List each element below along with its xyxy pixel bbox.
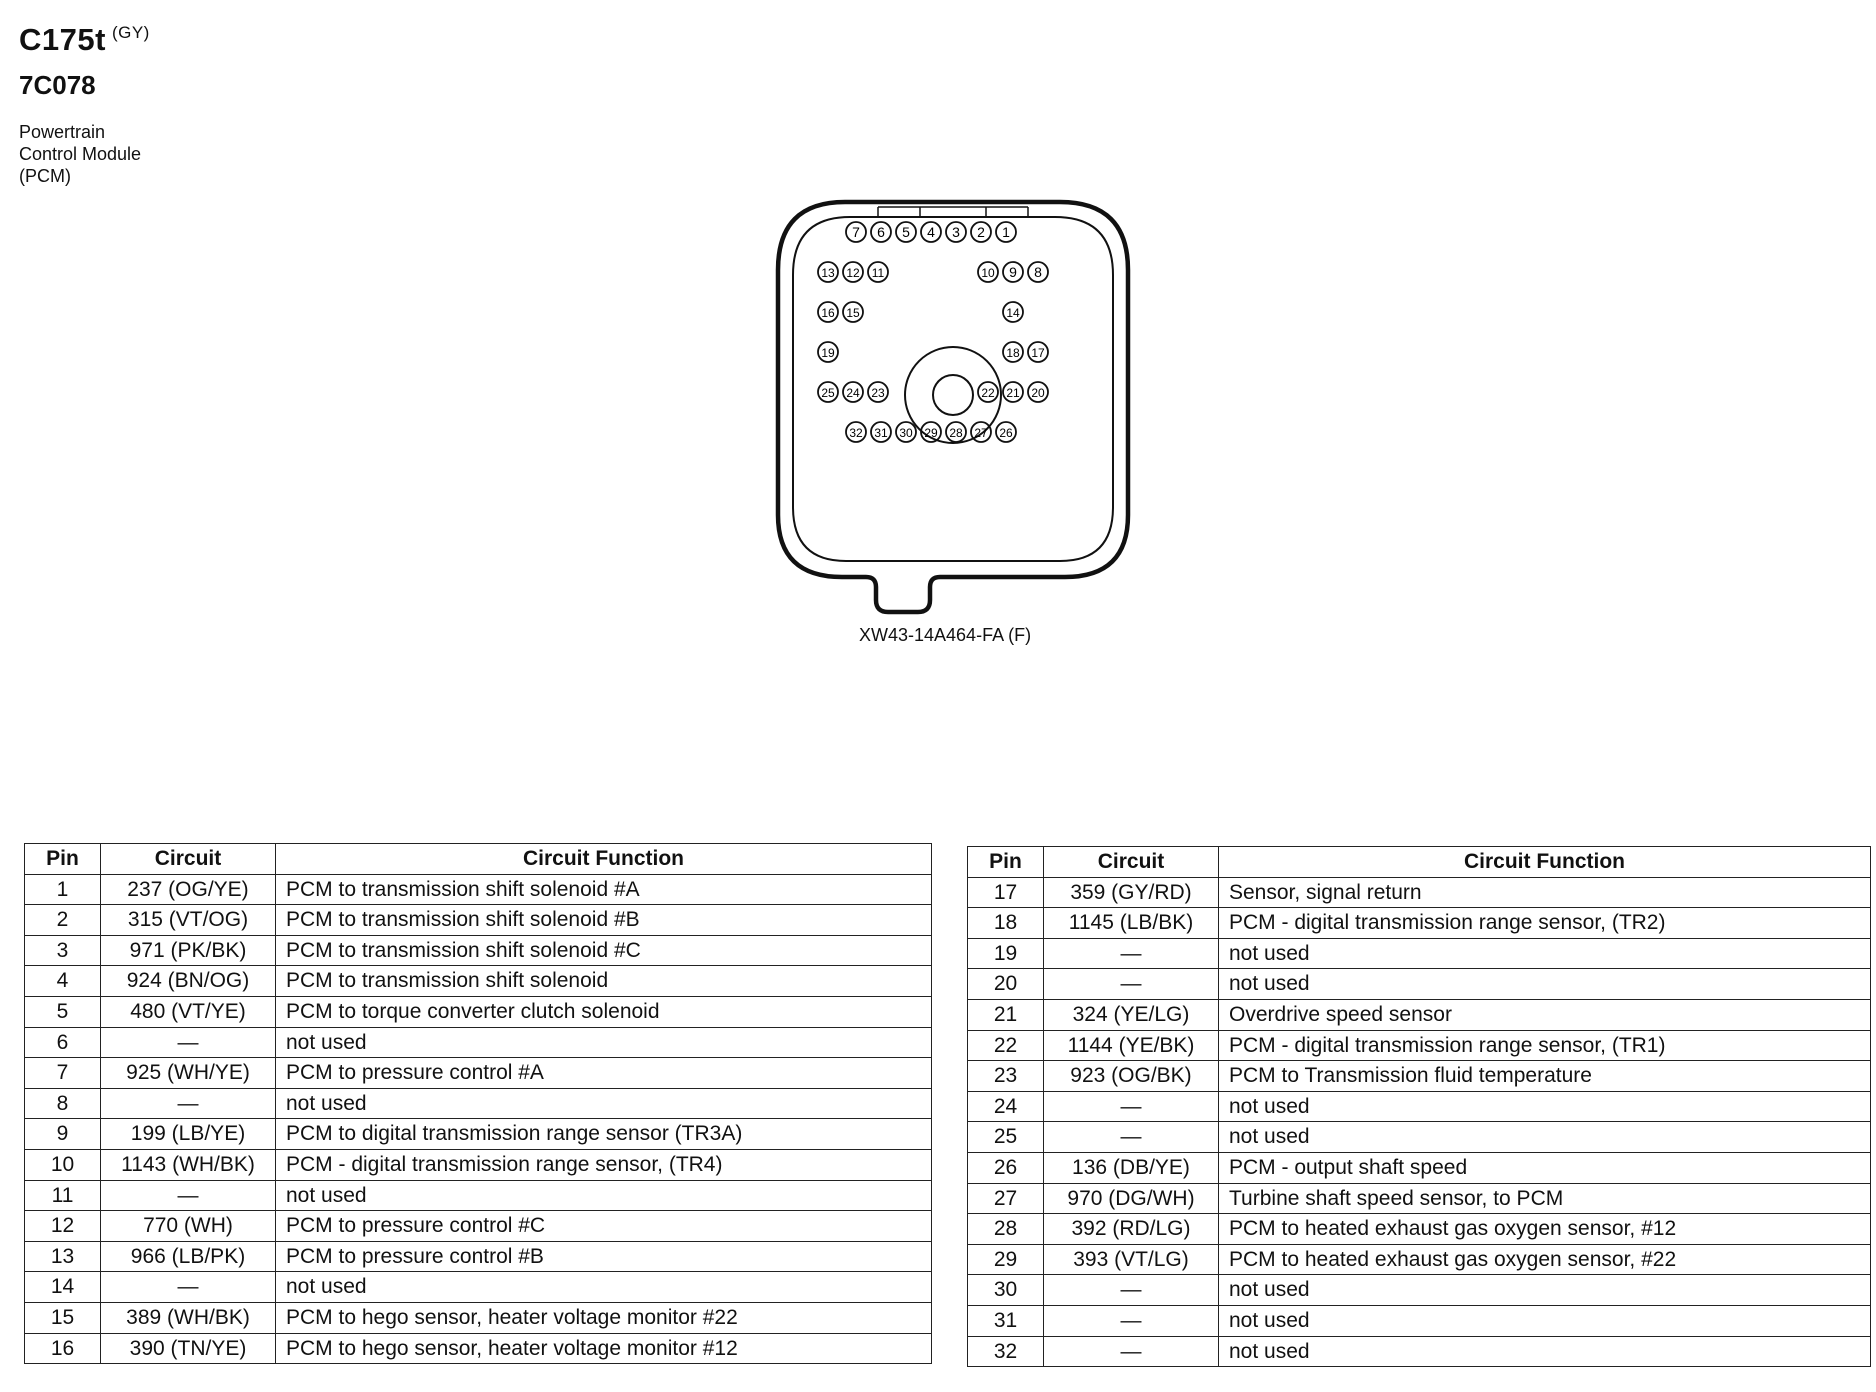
pin-number-label: 31 [874, 426, 888, 440]
pin-number-label: 25 [821, 386, 835, 400]
table-row [25, 1272, 932, 1303]
connector-code: C175t [19, 22, 106, 57]
circuit-cell: 770 (WH) [101, 1211, 276, 1242]
table-row [968, 1305, 1871, 1336]
table-row [25, 935, 932, 966]
pin-cell: 28 [968, 1214, 1044, 1245]
pin-cavity [846, 222, 866, 242]
pin-number-label: 12 [846, 266, 860, 280]
circuit-cell: — [1044, 1122, 1219, 1153]
pin-number-label: 17 [1031, 346, 1045, 360]
circuit-cell: 136 (DB/YE) [1044, 1152, 1219, 1183]
pin-cavity [978, 262, 998, 282]
circuit-cell: 971 (PK/BK) [101, 935, 276, 966]
pin-number-label: 8 [1034, 264, 1042, 280]
function-cell: not used [1219, 1275, 1871, 1306]
function-cell: PCM to torque converter clutch solenoid [276, 996, 932, 1027]
table-row [25, 1180, 932, 1211]
pin-cavity [971, 422, 991, 442]
table-header-row [968, 847, 1871, 878]
function-cell: PCM to pressure control #A [276, 1058, 932, 1089]
table-row [968, 1152, 1871, 1183]
table-row [968, 1122, 1871, 1153]
pin-cavity [1003, 382, 1023, 402]
table-row [25, 1058, 932, 1089]
function-cell: not used [1219, 1122, 1871, 1153]
pin-cavity [818, 342, 838, 362]
description-line: Powertrain [19, 122, 106, 142]
pin-number-label: 10 [981, 266, 995, 280]
table-row [25, 1302, 932, 1333]
table-row [25, 1027, 932, 1058]
circuit-cell: — [101, 1180, 276, 1211]
function-cell: not used [276, 1272, 932, 1303]
pin-cell: 13 [25, 1241, 101, 1272]
pin-cell: 7 [25, 1058, 101, 1089]
function-column-header: Circuit Function [276, 844, 932, 875]
pin-number-label: 16 [821, 306, 835, 320]
pin-cavity [1003, 342, 1023, 362]
function-column-header: Circuit Function [1219, 847, 1871, 878]
pin-number-label: 29 [924, 426, 938, 440]
table-row [968, 938, 1871, 969]
table-row [25, 1149, 932, 1180]
pin-number-label: 13 [821, 266, 835, 280]
pin-cavity [871, 222, 891, 242]
pin-column-header: Pin [968, 847, 1044, 878]
circuit-cell: 199 (LB/YE) [101, 1119, 276, 1150]
circuit-cell: — [1044, 1275, 1219, 1306]
pin-cavity [871, 422, 891, 442]
function-cell: not used [276, 1088, 932, 1119]
pin-cell: 25 [968, 1122, 1044, 1153]
pin-cavity [818, 262, 838, 282]
pin-cavity [843, 302, 863, 322]
function-cell: PCM to transmission shift solenoid #A [276, 874, 932, 905]
pin-cavity [843, 382, 863, 402]
pin-number-label: 20 [1031, 386, 1045, 400]
function-cell: not used [1219, 1305, 1871, 1336]
circuit-cell: 389 (WH/BK) [101, 1302, 276, 1333]
circuit-cell: — [1044, 1336, 1219, 1367]
function-cell: not used [276, 1027, 932, 1058]
pin-cavity [843, 262, 863, 282]
circuit-cell: 393 (VT/LG) [1044, 1244, 1219, 1275]
circuit-cell: — [1044, 938, 1219, 969]
pin-cell: 10 [25, 1149, 101, 1180]
pin-number-label: 28 [949, 426, 963, 440]
pin-cell: 21 [968, 999, 1044, 1030]
connector-color-code: (GY) [111, 23, 150, 42]
pin-cavity [1028, 382, 1048, 402]
pin-number-label: 4 [927, 224, 935, 240]
pin-cavity [846, 422, 866, 442]
table-row [968, 1275, 1871, 1306]
pin-cell: 22 [968, 1030, 1044, 1061]
pin-cell: 32 [968, 1336, 1044, 1367]
table-row [968, 1061, 1871, 1092]
table-row [968, 877, 1871, 908]
pin-cavity [896, 422, 916, 442]
circuit-cell: 324 (YE/LG) [1044, 999, 1219, 1030]
pin-cavity [1003, 302, 1023, 322]
function-cell: PCM to transmission shift solenoid #B [276, 905, 932, 936]
table-row [968, 999, 1871, 1030]
pin-number-label: 19 [821, 346, 835, 360]
circuit-cell: — [101, 1088, 276, 1119]
pin-number-label: 2 [977, 224, 985, 240]
function-cell: PCM - digital transmission range sensor, (TR2) [1219, 908, 1871, 939]
pin-cell: 19 [968, 938, 1044, 969]
circuit-cell: — [1044, 969, 1219, 1000]
table-row [968, 1091, 1871, 1122]
pin-cavity [978, 382, 998, 402]
pin-cell: 5 [25, 996, 101, 1027]
table-row [25, 1211, 932, 1242]
pin-cavity [818, 302, 838, 322]
pin-number-label: 24 [846, 386, 860, 400]
pin-cell: 30 [968, 1275, 1044, 1306]
table-row [25, 1119, 932, 1150]
pin-cavity [1028, 262, 1048, 282]
component-description [19, 121, 141, 187]
circuit-cell: — [101, 1027, 276, 1058]
pin-number-label: 23 [871, 386, 885, 400]
connector-face-diagram [770, 195, 1135, 640]
pin-cavity [921, 422, 941, 442]
function-cell: Turbine shaft speed sensor, to PCM [1219, 1183, 1871, 1214]
description-line: (PCM) [19, 166, 71, 186]
pin-cavity [921, 222, 941, 242]
pin-column-header: Pin [25, 844, 101, 875]
circuit-cell: 237 (OG/YE) [101, 874, 276, 905]
pin-cavity [996, 422, 1016, 442]
pin-number-label: 18 [1006, 346, 1020, 360]
pin-number-label: 7 [852, 224, 860, 240]
pin-number-label: 22 [981, 386, 995, 400]
pin-number-label: 32 [849, 426, 863, 440]
function-cell: Overdrive speed sensor [1219, 999, 1871, 1030]
pin-cavity [868, 262, 888, 282]
pin-cavity [1003, 262, 1023, 282]
pin-cavity [946, 422, 966, 442]
pin-number-label: 5 [902, 224, 910, 240]
table-row [25, 905, 932, 936]
circuit-cell: — [101, 1272, 276, 1303]
connector-housing [778, 202, 1128, 612]
table-row [25, 1241, 932, 1272]
pin-number-label: 27 [974, 426, 988, 440]
pin-cell: 29 [968, 1244, 1044, 1275]
function-cell: Sensor, signal return [1219, 877, 1871, 908]
pin-number-label: 15 [846, 306, 860, 320]
circuit-cell: 923 (OG/BK) [1044, 1061, 1219, 1092]
pinout-table-pins-1-16 [24, 843, 932, 1364]
pin-number-label: 30 [899, 426, 913, 440]
pin-cavity [971, 222, 991, 242]
pin-cavity [896, 222, 916, 242]
table-row [968, 1336, 1871, 1367]
pin-cell: 18 [968, 908, 1044, 939]
connector-part-number: XW43-14A464-FA (F) [859, 625, 1032, 645]
circuit-cell: 359 (GY/RD) [1044, 877, 1219, 908]
pin-cell: 24 [968, 1091, 1044, 1122]
circuit-cell: 315 (VT/OG) [101, 905, 276, 936]
pin-cell: 12 [25, 1211, 101, 1242]
pin-cell: 20 [968, 969, 1044, 1000]
pin-number-label: 9 [1009, 264, 1017, 280]
circuit-cell: 1144 (YE/BK) [1044, 1030, 1219, 1061]
pin-number-label: 6 [877, 224, 885, 240]
table-header-row [25, 844, 932, 875]
circuit-cell: — [1044, 1091, 1219, 1122]
pin-cell: 15 [25, 1302, 101, 1333]
description-line: Control Module [19, 144, 142, 164]
pin-cell: 11 [25, 1180, 101, 1211]
function-cell: PCM to heated exhaust gas oxygen sensor, #22 [1219, 1244, 1871, 1275]
table-row [25, 966, 932, 997]
function-cell: not used [276, 1180, 932, 1211]
function-cell: PCM - output shaft speed [1219, 1152, 1871, 1183]
circuit-cell: 970 (DG/WH) [1044, 1183, 1219, 1214]
function-cell: PCM - digital transmission range sensor, (TR1) [1219, 1030, 1871, 1061]
function-cell: not used [1219, 938, 1871, 969]
function-cell: PCM to hego sensor, heater voltage monitor #22 [276, 1302, 932, 1333]
circuit-cell: 480 (VT/YE) [101, 996, 276, 1027]
function-cell: PCM to hego sensor, heater voltage monitor #12 [276, 1333, 932, 1364]
pin-cell: 8 [25, 1088, 101, 1119]
pin-cell: 9 [25, 1119, 101, 1150]
circuit-column-header: Circuit [1044, 847, 1219, 878]
pin-cell: 17 [968, 877, 1044, 908]
function-cell: PCM to transmission shift solenoid [276, 966, 932, 997]
function-cell: not used [1219, 1091, 1871, 1122]
pin-cavity [818, 382, 838, 402]
pin-cell: 16 [25, 1333, 101, 1364]
table-row [968, 1214, 1871, 1245]
pin-number-label: 21 [1006, 386, 1020, 400]
pin-cell: 31 [968, 1305, 1044, 1336]
circuit-cell: 1143 (WH/BK) [101, 1149, 276, 1180]
pin-cell: 23 [968, 1061, 1044, 1092]
pin-cell: 27 [968, 1183, 1044, 1214]
function-cell: PCM to pressure control #C [276, 1211, 932, 1242]
table-row [25, 1333, 932, 1364]
pin-cavity [996, 222, 1016, 242]
pinout-table-pins-17-32 [967, 846, 1871, 1367]
circuit-cell: 392 (RD/LG) [1044, 1214, 1219, 1245]
table-row [968, 969, 1871, 1000]
pin-cell: 6 [25, 1027, 101, 1058]
pin-cell: 1 [25, 874, 101, 905]
table-row [968, 1030, 1871, 1061]
circuit-cell: 966 (LB/PK) [101, 1241, 276, 1272]
table-row [968, 1244, 1871, 1275]
pin-number-label: 26 [999, 426, 1013, 440]
circuit-cell: 390 (TN/YE) [101, 1333, 276, 1364]
circuit-cell: 1145 (LB/BK) [1044, 908, 1219, 939]
function-cell: PCM - digital transmission range sensor, (TR4) [276, 1149, 932, 1180]
pin-cell: 2 [25, 905, 101, 936]
pin-number-label: 14 [1006, 306, 1020, 320]
table-row [25, 1088, 932, 1119]
function-cell: PCM to pressure control #B [276, 1241, 932, 1272]
function-cell: not used [1219, 969, 1871, 1000]
table-row [968, 1183, 1871, 1214]
pin-cell: 14 [25, 1272, 101, 1303]
connector-code-heading [19, 22, 150, 58]
pin-cavity [946, 222, 966, 242]
table-row [968, 908, 1871, 939]
function-cell: PCM to digital transmission range sensor (TR3A) [276, 1119, 932, 1150]
function-cell: PCM to Transmission fluid temperature [1219, 1061, 1871, 1092]
function-cell: PCM to transmission shift solenoid #C [276, 935, 932, 966]
table-row [25, 996, 932, 1027]
pin-number-label: 11 [871, 266, 885, 280]
function-cell: PCM to heated exhaust gas oxygen sensor, #12 [1219, 1214, 1871, 1245]
pin-cell: 26 [968, 1152, 1044, 1183]
pin-cell: 4 [25, 966, 101, 997]
circuit-cell: 925 (WH/YE) [101, 1058, 276, 1089]
circuit-column-header: Circuit [101, 844, 276, 875]
pin-number-label: 3 [952, 224, 960, 240]
table-row [25, 874, 932, 905]
pin-number-label: 1 [1002, 224, 1010, 240]
part-number: 7C078 [19, 70, 96, 100]
pin-cell: 3 [25, 935, 101, 966]
pin-cavity [1028, 342, 1048, 362]
pin-cavity [868, 382, 888, 402]
circuit-cell: 924 (BN/OG) [101, 966, 276, 997]
function-cell: not used [1219, 1336, 1871, 1367]
circuit-cell: — [1044, 1305, 1219, 1336]
